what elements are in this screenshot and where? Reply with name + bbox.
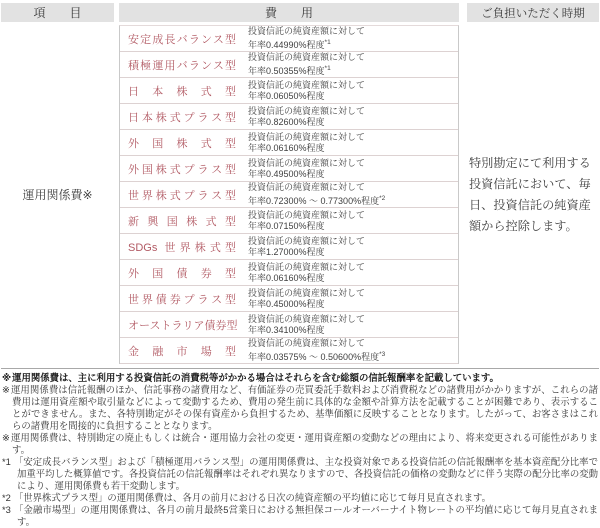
footnote	[2, 492, 598, 504]
fund-type-name: 金融市場型	[128, 345, 236, 358]
fee-rate-text: 年率0.45000%程度	[248, 298, 325, 309]
fund-type-name: 外国株式プラス型	[128, 163, 236, 176]
fund-type-name: 日本株式プラス型	[128, 111, 236, 124]
fee-base-text: 投資信託の純資産額に対して	[248, 105, 366, 116]
footnote-marker: ※	[2, 384, 10, 395]
fee-rate-text: 年率0.34100%程度	[248, 324, 325, 335]
footnote-marker: ※	[2, 372, 12, 383]
item-column	[1, 25, 114, 364]
fee-description	[244, 52, 458, 77]
fee-table-row	[120, 104, 458, 130]
footnotes-section	[1, 372, 599, 528]
footnote-ref: *1	[324, 65, 331, 72]
footnote	[2, 372, 598, 384]
footnote-marker: ※	[2, 432, 10, 443]
fee-description	[244, 314, 458, 336]
fee-rate-text: 年率0.82600%程度	[248, 116, 325, 127]
header-timing: ご負担いただく時期	[467, 3, 599, 22]
fee-base-text: 投資信託の純資産額に対して	[248, 313, 366, 324]
fee-description	[244, 288, 458, 310]
footnote	[2, 456, 598, 492]
fee-base-text: 投資信託の純資産額に対して	[248, 157, 366, 168]
fee-base-text: 投資信託の純資産額に対して	[248, 287, 366, 298]
footnote-text: 運用関係費は信託報酬のほか、信託事務の諸費用など、有価証券の売買委託手数料および消費税などの諸費用がかかりますが、これらの諸費用は運用資産額や取引量などによって変動するため、費用の発生前に具体的な金額や計算方法を記載することが困難であり、表示することができません。また、各特別勘定がその保有資産から負担するため、基準価額に反映することとなります。したがって、お客さまはこれらの諸費用を間接的に負担することとなります。	[10, 384, 598, 431]
fee-rate-text: 年率0.44990%程度$^{*1}$	[248, 39, 331, 50]
fee-description	[244, 80, 458, 102]
header-gap	[459, 3, 467, 22]
footnote-text: 運用関係費は、主に利用する投資信託の消費税等がかかる場合はそれらを含む総額の信託報酬率を記載しています。	[12, 372, 499, 383]
fee-table-row	[120, 182, 458, 208]
fee-base-text: 投資信託の純資産額に対して	[248, 261, 366, 272]
fee-base-text: 投資信託の純資産額に対して	[248, 182, 366, 192]
fund-type-name: 世界株式プラス型	[128, 189, 236, 202]
fee-rate-text: 年率0.06050%程度	[248, 90, 325, 101]
fee-base-text: 投資信託の純資産額に対して	[248, 338, 366, 348]
column-gap	[459, 25, 467, 364]
fund-type-name: 外国債券型	[128, 267, 236, 280]
fee-description	[244, 26, 458, 51]
footnote-ref: *3	[379, 351, 386, 358]
fund-type-name: 新興国株式型	[128, 215, 236, 228]
table-header-row	[1, 3, 599, 22]
fee-rate-text: 年率0.03575% ～ 0.50600%程度$^{*3}$	[248, 351, 386, 362]
fee-base-text: 投資信託の純資産額に対して	[248, 26, 366, 36]
fee-table-row	[120, 234, 458, 260]
fee-description	[244, 210, 458, 232]
fee-rate-text: 年率0.07150%程度	[248, 220, 325, 231]
footnote	[2, 504, 598, 528]
fee-description	[244, 106, 458, 128]
fee-base-text: 投資信託の純資産額に対して	[248, 131, 366, 142]
fee-table	[119, 25, 459, 364]
fund-type-name: SDGs 世界株式型	[128, 241, 236, 254]
fee-rate-text: 年率0.50355%程度$^{*1}$	[248, 65, 331, 76]
table-body	[1, 25, 599, 364]
fee-rate-text: 年率1.27000%程度	[248, 246, 325, 257]
fee-table-row	[120, 312, 458, 338]
header-fee: 費 用	[119, 3, 459, 22]
fee-base-text: 投資信託の純資産額に対して	[248, 235, 366, 246]
item-label: 運用関係費※	[22, 188, 93, 202]
fee-description	[244, 132, 458, 154]
footnote-ref: *1	[324, 39, 331, 46]
fee-rate-text: 年率0.72300% ～ 0.77300%程度$^{*2}$	[248, 195, 386, 206]
fee-table-row	[120, 52, 458, 78]
fund-type-name: 世界債券プラス型	[128, 293, 236, 306]
fee-table-row	[120, 286, 458, 312]
footnote-marker: *3	[2, 504, 11, 515]
timing-note: 特別勘定にて利用する投資信託において、毎日、投資信託の純資産額から控除します。	[469, 155, 591, 233]
fee-table-row	[120, 78, 458, 104]
fee-base-text: 投資信託の純資産額に対して	[248, 79, 366, 90]
fee-table-row	[120, 130, 458, 156]
footnote-marker: *2	[2, 492, 11, 503]
fee-description	[244, 182, 458, 207]
footnote-text: 「安定成長バランス型」および「積極運用バランス型」の運用関係費は、主な投資対象である投資信託の信託報酬率を基本資産配分比率で加重平均した概算値です。各投資信託の信託報酬率はそれぞれ異なりますので、各投資信託の価格の変動などに伴う実際の配分比率の変動により、運用関係費も若干変動します。	[13, 456, 598, 491]
fee-table-row	[120, 338, 458, 364]
fund-type-name: 外国株式型	[128, 137, 236, 150]
footnote	[2, 384, 598, 432]
fee-description	[244, 236, 458, 258]
footnote-divider	[1, 368, 599, 369]
footnote-text: 「世界株式プラス型」の運用関係費は、各月の前月における日次の純資産額の平均値に応じて毎月見直されます。	[13, 492, 491, 503]
header-item: 項 目	[1, 3, 114, 22]
fee-description	[244, 338, 458, 363]
fee-table-rows	[120, 26, 458, 364]
fee-description	[244, 158, 458, 180]
footnote-text: 運用関係費は、特別勘定の廃止もしくは統合・運用協力会社の変更・運用資産額の変動などの理由により、将来変更される可能性があります。	[10, 432, 598, 455]
fee-rate-text: 年率0.06160%程度	[248, 272, 325, 283]
fee-description	[244, 262, 458, 284]
fund-type-name: 積極運用バランス型	[128, 59, 236, 72]
footnote-marker: *1	[2, 456, 11, 467]
footnote	[2, 432, 598, 456]
fee-table-row	[120, 208, 458, 234]
fund-type-name: 安定成長バランス型	[128, 33, 236, 46]
timing-column	[467, 25, 599, 364]
fund-type-name: オーストラリア債券型	[128, 319, 238, 332]
fund-type-name: 日本株式型	[128, 85, 236, 98]
fee-rate-text: 年率0.06160%程度	[248, 142, 325, 153]
fee-base-text: 投資信託の純資産額に対して	[248, 52, 366, 62]
fee-table-row	[120, 156, 458, 182]
footnote-ref: *2	[379, 195, 386, 202]
fee-table-row	[120, 26, 458, 52]
footnote-text: 「金融市場型」の運用関係費は、各月の前月最終5営業日における無担保コールオーバーナイト物レートの平均値に応じて毎月見直されます。	[13, 504, 598, 527]
fee-base-text: 投資信託の純資産額に対して	[248, 209, 366, 220]
fee-rate-text: 年率0.49500%程度	[248, 168, 325, 179]
fee-table-row	[120, 260, 458, 286]
